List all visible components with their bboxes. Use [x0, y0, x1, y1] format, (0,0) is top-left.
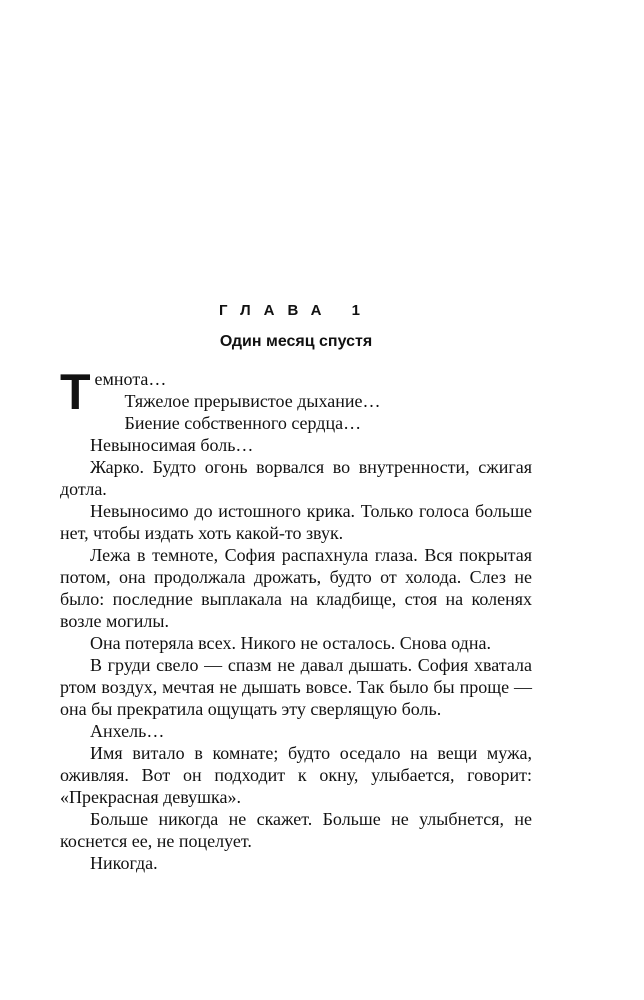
chapter-heading: ГЛАВА 1	[219, 302, 373, 319]
paragraph-11: Имя витало в комнате; будто оседало на вещи мужа, оживляя. Вот он подходит к окну, улыбается, говорит: «Прекрасная девушка».	[60, 743, 532, 807]
paragraph-2: Тяжелое прерывистое дыхание…	[124, 391, 381, 411]
paragraph-6: Невыносимо до истошного крика. Только голоса больше нет, чтобы издать хоть какой-то звук.	[60, 501, 532, 543]
paragraph-12: Больше никогда не скажет. Больше не улыбнется, не коснется ее, не поцелует.	[60, 809, 532, 851]
paragraph-13: Никогда.	[90, 853, 158, 873]
paragraph-9: В груди свело — спазм не давал дышать. София хватала ртом воздух, мечтая не дышать вовсе. Так было бы проще — она бы прекратила ощущать эту сверлящую боль.	[60, 655, 532, 719]
paragraph-3: Биение собственного сердца…	[124, 413, 362, 433]
chapter-body	[60, 364, 532, 874]
paragraph-10: Анхель…	[90, 721, 165, 741]
paragraph-7: Лежа в темноте, София распахнула глаза. Вся покрытая потом, она продолжала дрожать, будто от холода. Слез не было: последние выплакала на кладбище, стоя на коленях возле могилы.	[60, 545, 532, 631]
chapter-subtitle: Один месяц спустя	[219, 333, 373, 350]
book-page	[60, 0, 532, 1000]
paragraph-5: Жарко. Будто огонь ворвался во внутренности, сжигая дотла.	[60, 457, 532, 499]
paragraph-8: Она потеряла всех. Никого не осталось. Снова одна.	[90, 633, 491, 653]
paragraph-1-text: емнота…	[94, 369, 167, 389]
drop-cap: Т	[60, 364, 91, 420]
paragraph-4: Невыносимая боль…	[90, 435, 254, 455]
